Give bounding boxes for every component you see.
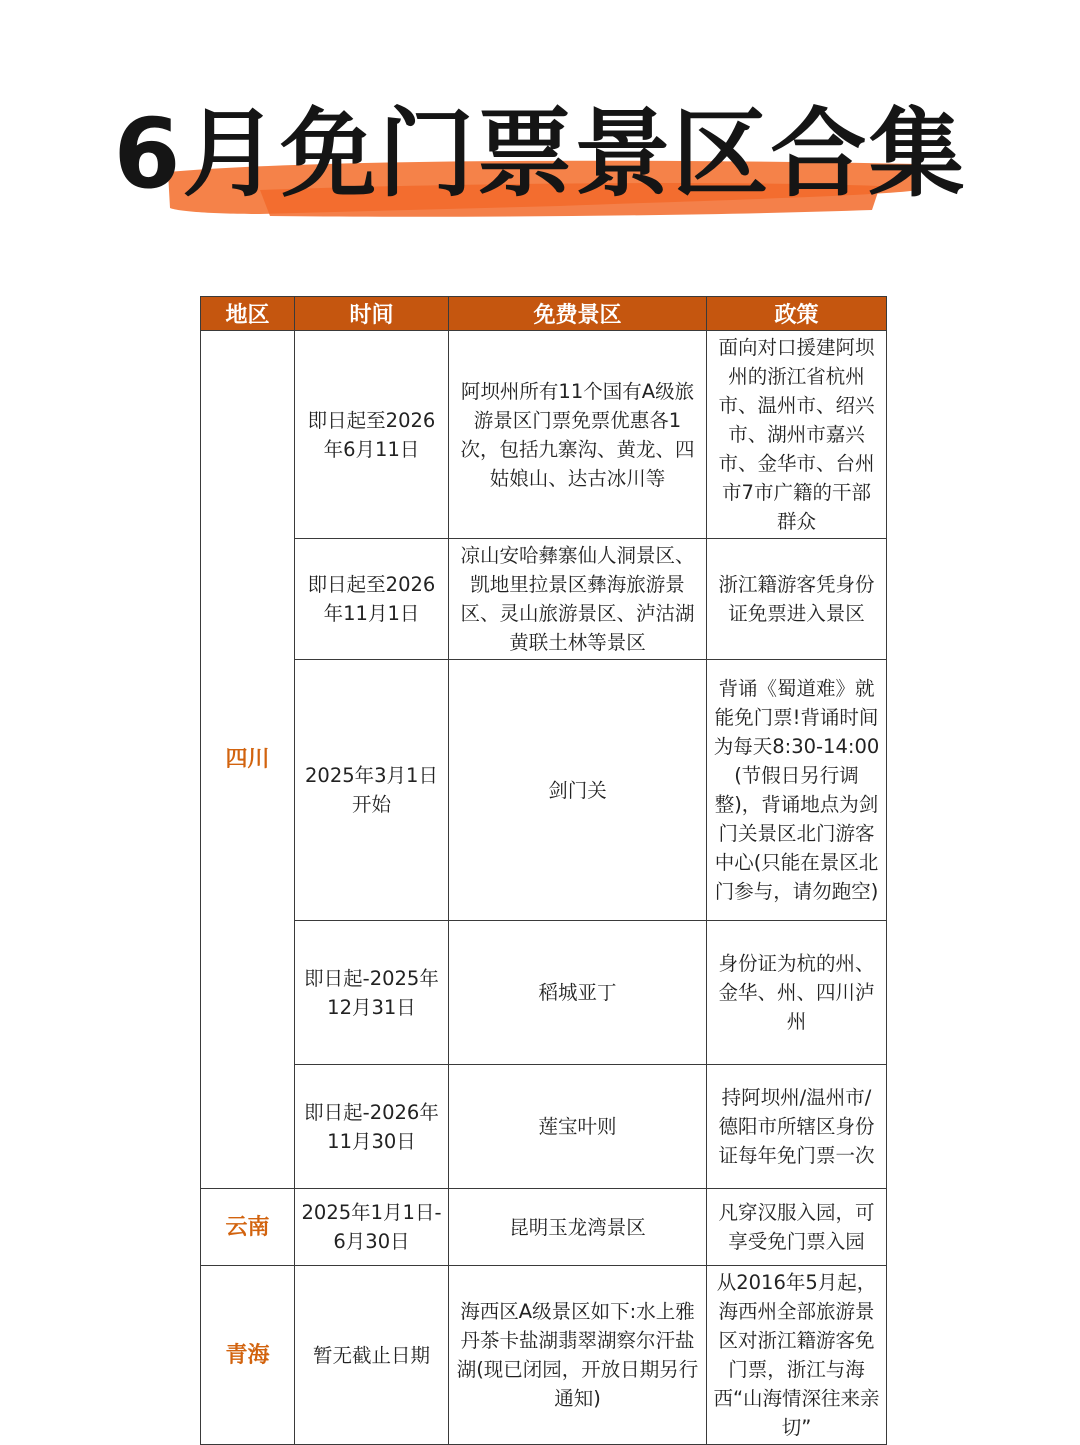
time-cell: 即日起-2026年11月30日 — [295, 1065, 449, 1189]
page-title: 6月免门票景区合集 — [113, 98, 967, 210]
table-row — [201, 1266, 887, 1445]
spot-cell: 昆明玉龙湾景区 — [449, 1189, 707, 1266]
policy-cell: 浙江籍游客凭身份证免票进入景区 — [707, 539, 887, 660]
free-ticket-table — [200, 296, 887, 1445]
policy-cell: 背诵《蜀道难》就能免门票!背诵时间为每天8:30-14:00(节假日另行调整)，背诵地点为剑门关景区北门游客中心(只能在景区北门参与，请勿跑空) — [707, 660, 887, 921]
title-banner — [0, 60, 1080, 240]
table-row — [201, 1189, 887, 1266]
time-cell: 暂无截止日期 — [295, 1266, 449, 1445]
header-time: 时间 — [295, 297, 449, 331]
spot-cell: 稻城亚丁 — [449, 921, 707, 1065]
region-cell-qinghai: 青海 — [201, 1266, 295, 1445]
time-cell: 2025年1月1日-6月30日 — [295, 1189, 449, 1266]
time-cell: 2025年3月1日开始 — [295, 660, 449, 921]
table-header-row — [201, 297, 887, 331]
table-row — [201, 1065, 887, 1189]
header-spot: 免费景区 — [449, 297, 707, 331]
spot-cell: 阿坝州所有11个国有A级旅游景区门票免票优惠各1次，包括九寨沟、黄龙、四姑娘山、达古冰川等 — [449, 331, 707, 539]
table-row — [201, 660, 887, 921]
policy-cell: 从2016年5月起，海西州全部旅游景区对浙江籍游客免门票，浙江与海西“山海情深往来亲切” — [707, 1266, 887, 1445]
table-row — [201, 539, 887, 660]
spot-cell: 莲宝叶则 — [449, 1065, 707, 1189]
policy-cell: 持阿坝州/温州市/德阳市所辖区身份证每年免门票一次 — [707, 1065, 887, 1189]
region-cell-sichuan: 四川 — [201, 331, 295, 1189]
time-cell: 即日起至2026年11月1日 — [295, 539, 449, 660]
header-policy: 政策 — [707, 297, 887, 331]
table-row — [201, 331, 887, 539]
policy-cell: 凡穿汉服入园，可享受免门票入园 — [707, 1189, 887, 1266]
region-cell-yunnan: 云南 — [201, 1189, 295, 1266]
time-cell: 即日起-2025年12月31日 — [295, 921, 449, 1065]
header-region: 地区 — [201, 297, 295, 331]
spot-cell: 海西区A级景区如下:水上雅丹茶卡盐湖翡翠湖察尔汗盐湖(现已闭园，开放日期另行通知) — [449, 1266, 707, 1445]
spot-cell: 剑门关 — [449, 660, 707, 921]
time-cell: 即日起至2026年6月11日 — [295, 331, 449, 539]
policy-cell: 身份证为杭的州、金华、州、四川泸州 — [707, 921, 887, 1065]
table-row — [201, 921, 887, 1065]
policy-cell: 面向对口援建阿坝州的浙江省杭州市、温州市、绍兴市、湖州市嘉兴市、金华市、台州市7市广籍的干部群众 — [707, 331, 887, 539]
spot-cell: 凉山安哈彝寨仙人洞景区、凯地里拉景区彝海旅游景区、灵山旅游景区、泸沽湖黄联土林等景区 — [449, 539, 707, 660]
